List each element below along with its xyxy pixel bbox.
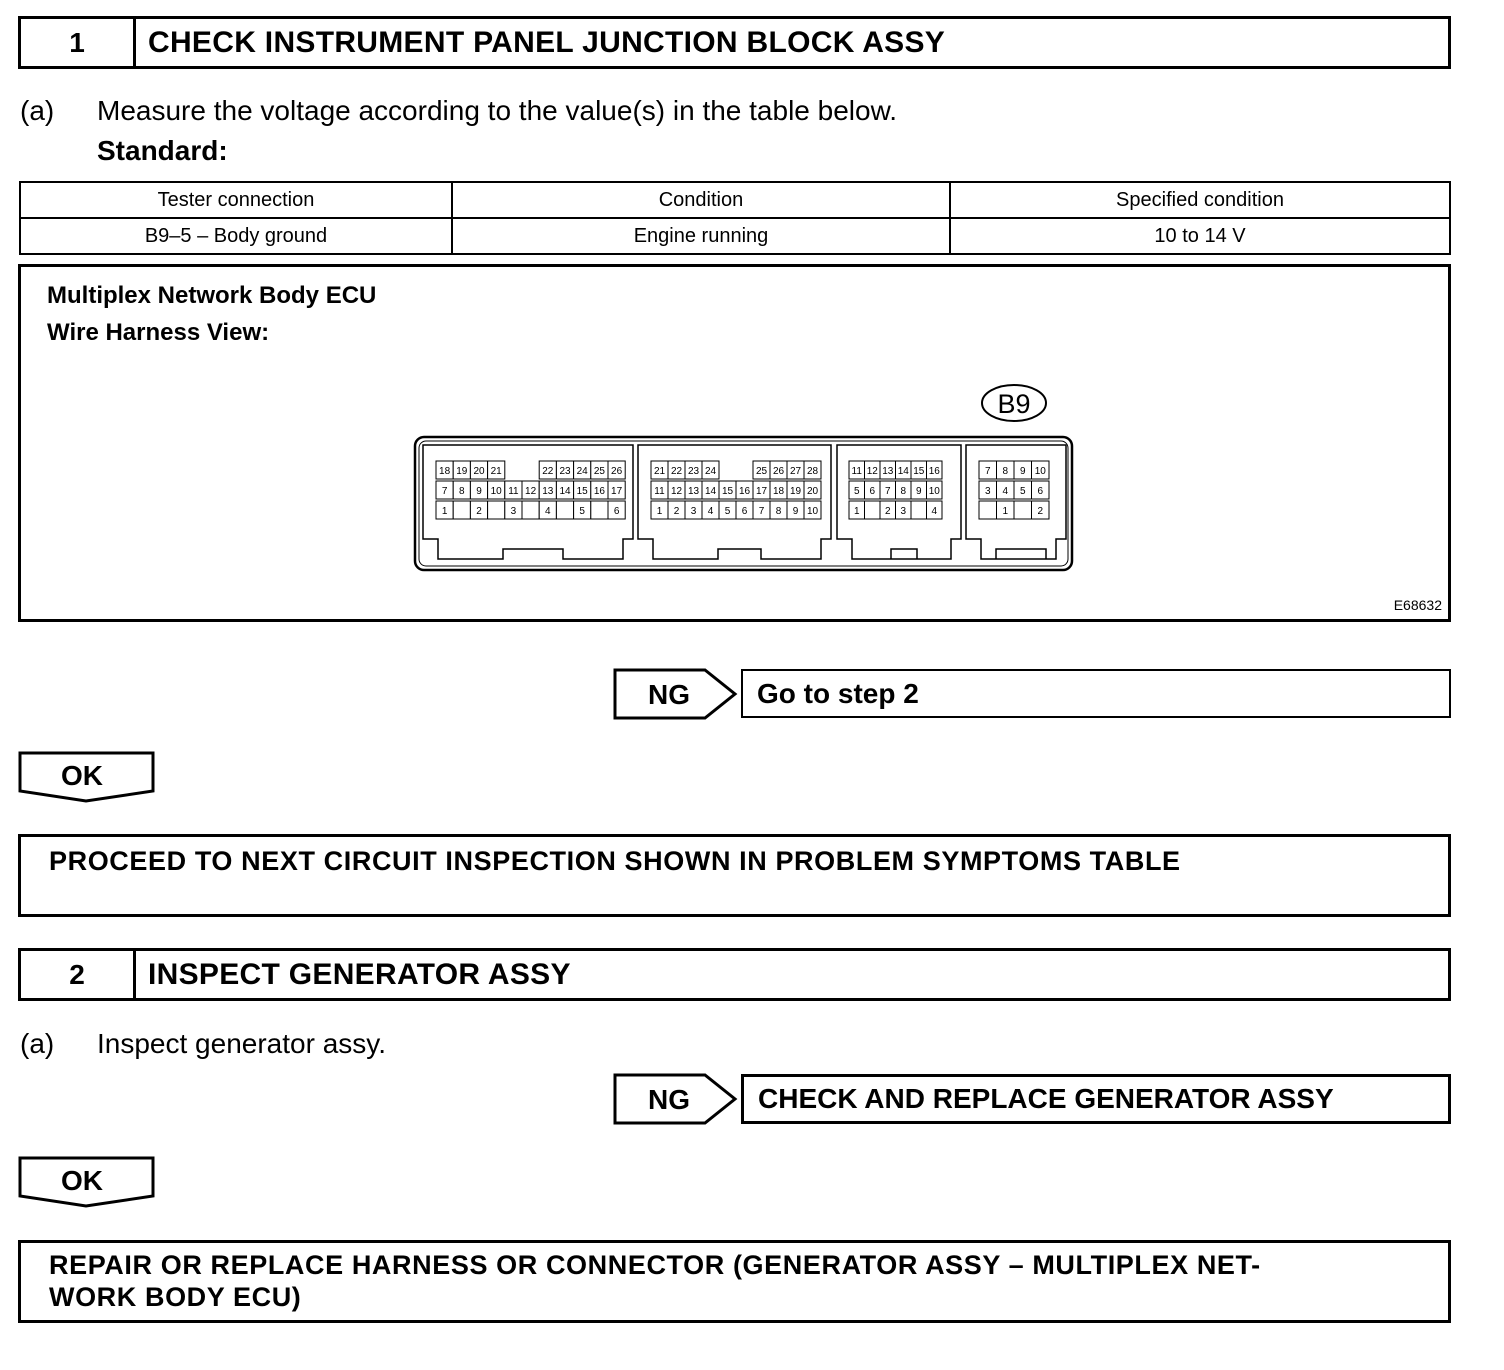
step1-number: 1 [21,19,136,66]
pin-number: 14 [704,486,717,497]
step1-ok-arrow [18,751,156,803]
pin-number: 9 [1019,466,1026,477]
pin-number: 4 [931,506,938,517]
pin-number: 5 [724,506,731,517]
pin-number: 25 [755,466,768,477]
pin-number: 25 [593,466,605,477]
pin-number: 12 [670,486,683,497]
pin-number: 19 [456,466,468,477]
pin-number: 3 [690,506,697,517]
spec-table-container [19,181,1451,255]
pin-number: 15 [721,486,734,497]
pin-number: 23 [559,466,571,477]
step1-ng-arrow [613,668,739,720]
pin-number: 8 [1002,466,1009,477]
step2-ng-arrow [613,1073,739,1125]
pin-number: 3 [510,506,517,517]
step2-instruction: Inspect generator assy. [97,1028,386,1059]
connector-label: B9 [997,389,1031,419]
pin-number: 1 [853,506,860,517]
pin-number: 7 [984,466,991,477]
pin-number: 19 [789,486,802,497]
standard-label: Standard: [97,135,228,166]
pin-number: 27 [789,466,802,477]
pin-number: 4 [1002,486,1009,497]
pin-number: 6 [613,506,620,517]
step1-ok-result: PROCEED TO NEXT CIRCUIT INSPECTION SHOWN IN PROBLEM SYMPTOMS TABLE [18,834,1451,917]
pin-number: 26 [611,466,623,477]
pin-number: 8 [775,506,782,517]
pin-number: 8 [900,486,907,497]
spec-header-condition: Condition [452,182,950,218]
pin-number: 12 [525,486,537,497]
pin-cell [911,501,927,519]
pin-cell [1014,501,1032,519]
pin-number: 28 [806,466,819,477]
pin-number: 10 [1034,466,1046,477]
pin-number: 11 [654,486,665,497]
pin-cell [556,501,573,519]
pin-number: 2 [476,506,482,517]
step1-title: CHECK INSTRUMENT PANEL JUNCTION BLOCK ASSY [148,25,946,59]
pin-number: 9 [915,486,922,497]
pin-number: 7 [758,506,765,517]
pin-number: 9 [476,486,482,497]
pin-number: 8 [459,486,465,497]
pin-number: 20 [806,486,819,497]
connector-diagram-frame [18,264,1451,622]
pin-number: 18 [772,486,785,497]
pin-number: 12 [866,466,878,477]
pin-number: 22 [670,466,683,477]
spec-cell-specified: 10 to 14 V [950,218,1450,254]
step2-ng-result: CHECK AND REPLACE GENERATOR ASSY [741,1074,1451,1124]
pin-number: 13 [687,486,700,497]
spec-cell-condition: Engine running [452,218,950,254]
table-row [20,218,1450,254]
step2-number: 2 [21,951,136,998]
pin-number: 1 [1002,506,1009,517]
pin-number: 5 [1019,486,1026,497]
pin-number: 18 [439,466,451,477]
step1-header [18,16,1451,69]
pin-cell [979,501,997,519]
pin-number: 21 [653,466,666,477]
pin-number: 2 [1037,506,1044,517]
spec-table-header-row [20,182,1450,218]
pin-number: 10 [806,506,819,517]
pin-number: 11 [508,486,519,497]
pin-number: 3 [900,506,907,517]
pin-number: 10 [490,486,502,497]
pin-number: 6 [869,486,876,497]
pin-number: 14 [897,466,909,477]
pin-number: 11 [851,466,862,477]
spec-table [19,181,1451,255]
step2-ok-result [18,1240,1451,1323]
pin-number: 1 [656,506,663,517]
pin-number: 3 [984,486,991,497]
step2-ok-result-line1: REPAIR OR REPLACE HARNESS OR CONNECTOR (GENERATOR ASSY – MULTIPLEX NET- [49,1250,1261,1280]
pin-number: 22 [542,466,554,477]
step1-instruction-marker: (a) [20,95,55,126]
diagram-title-line1: Multiplex Network Body ECU [47,282,377,309]
pin-number: 2 [884,506,891,517]
pin-number: 24 [576,466,588,477]
pin-cell [865,501,881,519]
pin-number: 16 [593,486,605,497]
step2-ok-arrow [18,1156,156,1208]
step2-instruction-marker: (a) [20,1028,55,1059]
pin-cell [522,501,539,519]
spec-cell-tester: B9–5 – Body ground [20,218,452,254]
pin-number: 2 [673,506,680,517]
pin-cell [453,501,470,519]
step2-ok-label: OK [61,1165,103,1196]
pin-number: 5 [579,506,585,517]
pin-number: 14 [559,486,571,497]
pin-cell [488,501,505,519]
step2-ok-result-line2: WORK BODY ECU) [49,1282,302,1312]
pin-number: 16 [738,486,751,497]
step1-ng-label: NG [648,679,690,710]
step2-ng-label: NG [648,1084,690,1115]
pin-number: 21 [490,466,502,477]
pin-number: 7 [441,486,448,497]
pin-number: 10 [928,486,940,497]
connector-drawing [21,267,1448,619]
pin-number: 23 [687,466,700,477]
pin-number: 6 [1037,486,1044,497]
step1-ng-result: Go to step 2 [741,669,1451,718]
pin-number: 7 [884,486,891,497]
pin-cell [591,501,608,519]
pin-number: 17 [611,486,623,497]
pin-number: 13 [542,486,554,497]
spec-header-tester: Tester connection [20,182,452,218]
pin-number: 24 [704,466,717,477]
pin-number: 6 [741,506,748,517]
pin-number: 26 [772,466,785,477]
pin-number: 13 [882,466,894,477]
pin-number: 5 [853,486,860,497]
spec-header-specified: Specified condition [950,182,1450,218]
step2-header [18,948,1451,1001]
step1-instruction: Measure the voltage according to the value(s) in the table below. [97,95,898,126]
pin-number: 9 [792,506,799,517]
diagram-title-line2: Wire Harness View: [47,319,270,346]
pin-number: 15 [576,486,588,497]
pin-number: 20 [473,466,485,477]
pin-number: 4 [707,506,714,517]
pin-number: 16 [928,466,940,477]
pin-number: 1 [441,506,448,517]
pin-number: 4 [545,506,551,517]
pin-number: 17 [755,486,768,497]
pin-number: 15 [913,466,925,477]
step2-title: INSPECT GENERATOR ASSY [148,957,571,991]
figure-code: E68632 [1393,597,1442,613]
step1-ok-label: OK [61,760,103,791]
